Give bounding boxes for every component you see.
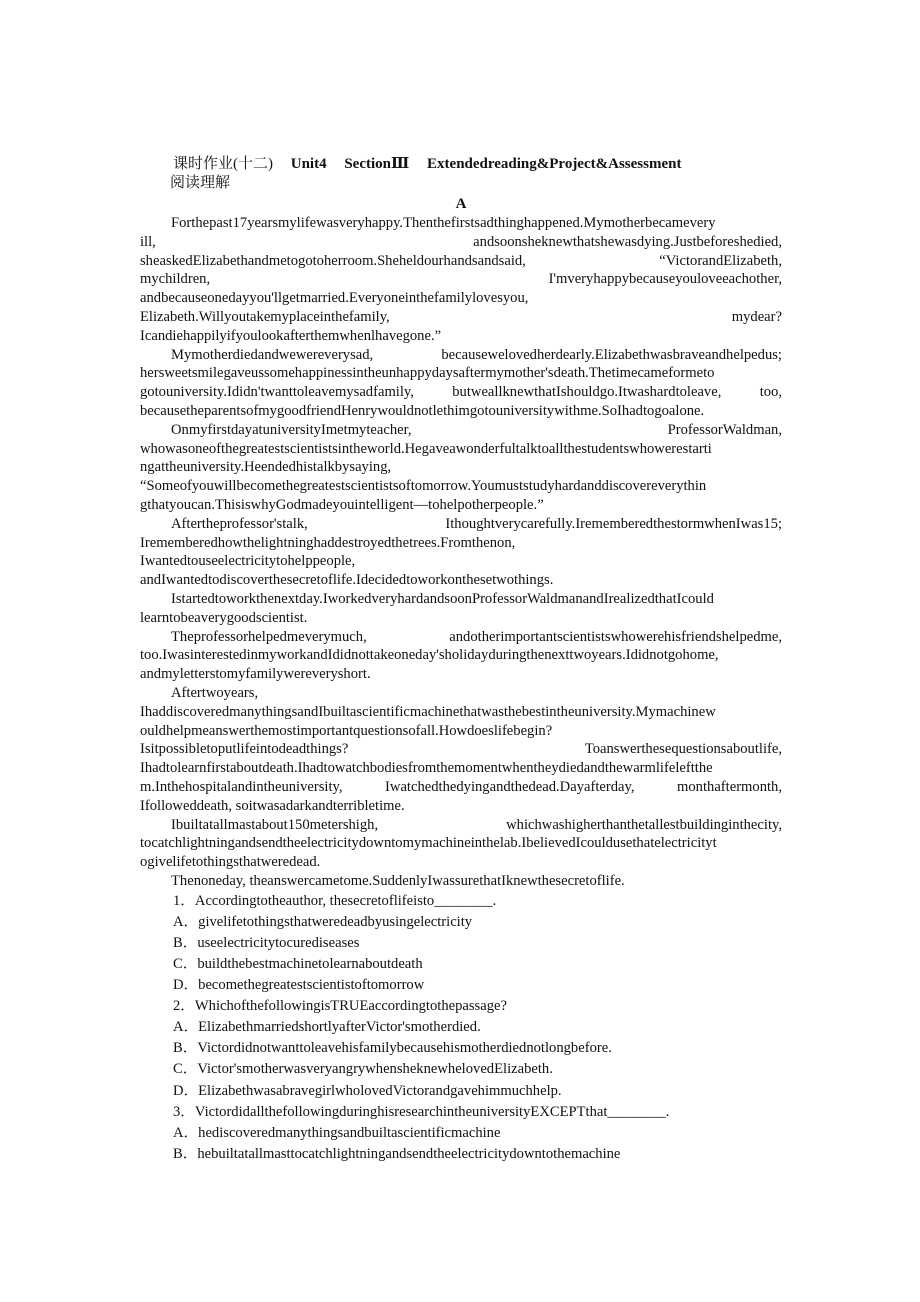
section-label: SectionⅢ [344,156,410,172]
option-letter: B． [173,1040,198,1057]
passage-line: Elizabeth.Willyoutakemyplaceinthefamily, mydear? [140,308,782,325]
passage-line: Aftertwoyears, [171,684,259,701]
unit-label: Unit4 [290,156,327,172]
passage-line: andbecauseonedayyou'llgetmarried.Everyoneinthefamilylovesyou, [140,290,529,307]
question-text: WhichofthefollowingisTRUEaccordingtothepassage? [194,998,507,1015]
passage-line: IhaddiscoveredmanythingsandIbuiltascientificmachinethatwasthebestintheuniversity.Mymachinew [140,703,716,720]
document-header [173,155,782,174]
passage-line: Ifolloweddeath, soitwasadarkandterribletime. [140,797,405,814]
option-d [140,975,782,996]
passage-line: ill, andsoonsheknewthatshewasdying.Justbeforeshedied, [140,233,782,250]
passage-line: “Someofyouwillbecomethegreatestscientistsoftomorrow.Youmuststudyhardanddiscovereverythin [140,478,707,495]
passage-line: learntobeaverygoodscientist. [140,609,308,626]
option-text: useelectricitytocurediseases [197,934,360,951]
page-title [173,155,782,174]
passage-line: Ibuiltatallmastabout150metershigh, whichwashigherthanthetallestbuildinginthecity, [171,816,782,833]
option-c [140,954,782,975]
option-letter: A． [173,1019,199,1036]
passage-line: ngattheuniversity.Heendedhistalkbysaying, [140,459,392,476]
option-text: Victordidnotwanttoleavehisfamilybecausehismotherdiednotlongbefore. [197,1040,612,1057]
question-3 [140,1102,782,1165]
passage-line: mychildren, I'mveryhappybecauseyouloveeachother, [140,271,782,288]
question-number: 3． [173,1103,195,1120]
option-text: hebuiltatallmasttocatchlightningandsendtheelectricitydowntothemachine [197,1145,621,1162]
passage-line: m.Inthehospitalandintheuniversity, Iwatchedthedyingandthedead.Dayafterday, monthaftermonth, [140,778,782,795]
passage-line: Thenoneday, theanswercametome.SuddenlyIwassurethatIknewthesecretoflife. [171,872,625,889]
option-c [140,1059,782,1080]
passage-body [140,214,782,891]
question-stem [140,1102,782,1123]
passage-line: tocatchlightningandsendtheelectricitydowntomymachineinthelab.IbelievedIcouldusethatelectricityt [140,835,717,852]
option-b [140,933,782,954]
option-letter: A． [173,913,199,930]
option-a [140,912,782,933]
assignment-title: 课时作业(十二) [173,156,273,172]
document-page [140,155,782,1165]
questions-section [140,891,782,1165]
passage-line: too.IwasinterestedinmyworkandIdidnottakeoneday'sholidayduringthenexttwoyears.Ididnotgohome, [140,647,719,664]
passage-line: Theprofessorhelpedmeverymuch, andotherimportantscientistswhowerehisfriendshelpedme, [171,628,782,645]
passage-line: Forthepast17yearsmylifewasveryhappy.Thenthefirstsadthinghappened.Mymotherbecamevery [171,215,716,231]
passage-line: ogivelifetothingsthatweredead. [140,854,321,871]
passage-line: Istartedtoworkthenextday.IworkedveryhardandsoonProfessorWaldmanandIrealizedthatIcould [171,590,714,607]
option-b [140,1144,782,1165]
option-text: hediscoveredmanythingsandbuiltascientificmachine [198,1124,501,1141]
passage-line: Aftertheprofessor'stalk, Ithoughtverycarefully.IrememberedthestormwhenIwas15; [171,515,782,532]
option-letter: D． [173,977,199,994]
passage-label: A [455,196,467,212]
question-number: 2． [173,998,195,1015]
passage-line: gthatyoucan.ThisiswhyGodmadeyouintelligent—tohelpotherpeople.” [140,496,544,513]
question-1 [140,891,782,996]
topic-label: Extendedreading&Project&Assessment [427,156,682,172]
option-letter: A． [173,1124,199,1141]
passage-line: Irememberedhowthelightninghaddestroyedthetrees.Fromthenon, [140,534,516,551]
question-stem [140,996,782,1017]
option-text: ElizabethwasabravegirlwholovedVictorandgavehimmuchhelp. [198,1082,562,1099]
option-letter: B． [173,1145,198,1162]
question-text: Accordingtotheauthor, thesecretoflifeisto________. [194,892,497,909]
option-a [140,1017,782,1038]
option-letter: D． [173,1082,199,1099]
option-text: Victor'smotherwasveryangrywhensheknewhelovedElizabeth. [197,1061,553,1078]
passage-line: gotouniversity.Ididn'twanttoleavemysadfamily, butweallknewthatIshouldgo.Itwashardtoleave, too, [140,384,782,401]
passage-line: andIwantedtodiscoverthesecretoflife.Idecidedtoworkonthesetwothings. [140,572,554,589]
option-letter: B． [173,934,198,951]
passage-line: hersweetsmilegaveussomehappinessintheunhappydaysaftermymother'sdeath.Thetimecameformeto [140,365,715,382]
option-text: becomethegreatestscientistoftomorrow [198,977,425,994]
question-2 [140,996,782,1101]
option-b [140,1038,782,1059]
question-number: 1． [173,892,195,909]
passage-line: sheaskedElizabethandmetogotoherroom.Sheheldourhandsandsaid, “VictorandElizabeth, [140,252,782,269]
passage-line: andmyletterstomyfamilywereveryshort. [140,666,371,683]
option-letter: C． [173,955,198,972]
option-text: buildthebestmachinetolearnaboutdeath [197,955,423,972]
passage-line: becausetheparentsofmygoodfriendHenrywouldnotlethimgotouniversitywithme.SoIhadtogoalone. [140,402,705,419]
option-d [140,1081,782,1102]
passage-line: whowasoneofthegreatestscientistsintheworld.Hegaveawonderfultalktoallthestudentswhowerestarti [140,440,712,457]
question-stem [140,891,782,912]
passage-line: Mymotherdiedandwewereverysad, becausewelovedherdearly.Elizabethwasbraveandhelpedus; [171,346,782,363]
option-a [140,1123,782,1144]
passage-line: Icandiehappilyifyoulookafterthemwhenlhavegone.” [140,327,442,344]
passage-line: Isitpossibletoputlifeintodeadthings? Toanswerthesequestionsaboutlife, [140,741,782,758]
option-text: ElizabethmarriedshortlyafterVictor'smotherdied. [198,1019,481,1036]
reading-comprehension-heading: 阅读理解 [170,175,231,191]
passage-line: OnmyfirstdayatuniversityImetmyteacher, ProfessorWaldman, [171,421,782,438]
question-text: VictordidallthefollowingduringhisresearchintheuniversityEXCEPTthat________. [194,1103,670,1120]
option-letter: C． [173,1061,198,1078]
passage-line: Iwantedtouseelectricitytohelppeople, [140,553,356,570]
passage-line: ouldhelpmeanswerthemostimportantquestionsofall.Howdoeslifebegin? [140,722,553,739]
option-text: givelifetothingsthatweredeadbyusingelectricity [198,913,473,930]
passage-line: Ihadtolearnfirstaboutdeath.Ihadtowatchbodiesfromthemomentwhentheydiedandthewarmlifeleftthe [140,760,713,777]
